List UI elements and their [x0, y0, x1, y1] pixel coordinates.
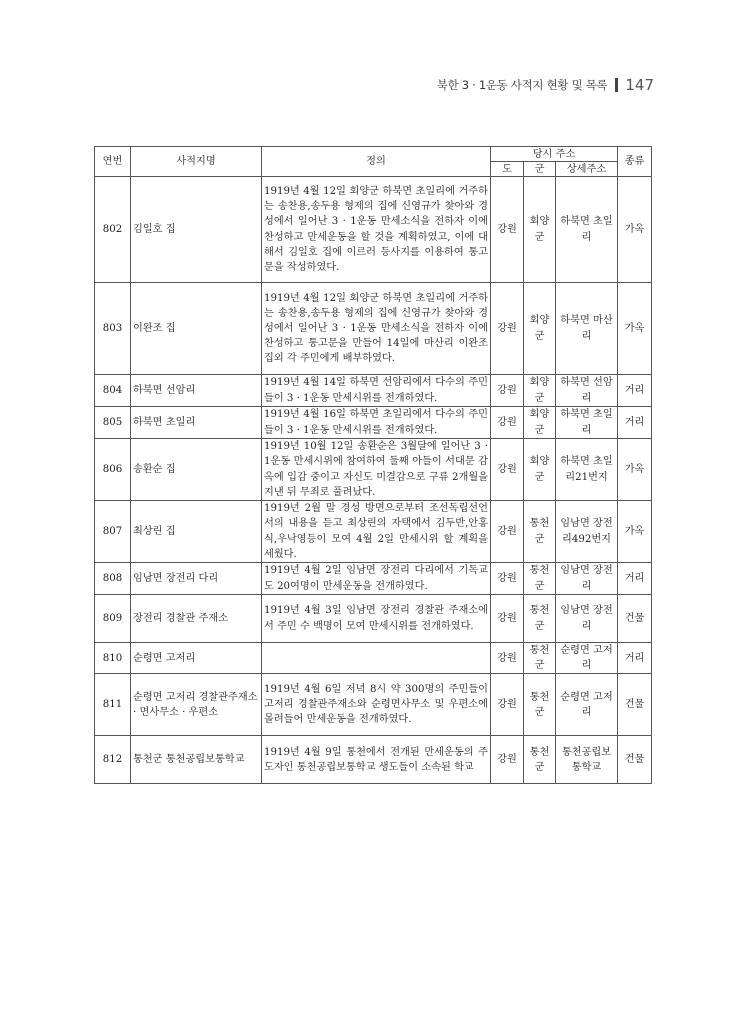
cell-definition: 1919년 4월 12일 회양군 하북면 초일리에 거주하는 송찬용,송두용 형제의 집에 신영규가 찾아와 경성에서 일어난 3 · 1운동 만세소식을 전하자 이에 찬성하고 만세운동을 할 것을 계획하였고, 이에 대해서 김일호 집에 이르러 등사지를 이용하여 통고문을 작성하였다. — [262, 177, 491, 283]
cell-county: 통천군 — [524, 643, 556, 674]
page-number: 147 — [625, 76, 654, 94]
cell-name: 하북면 선암리 — [131, 375, 262, 407]
cell-county: 통천군 — [524, 674, 556, 736]
cell-definition — [262, 643, 491, 674]
cell-num: 812 — [95, 736, 131, 784]
cell-detail: 순령면 고저리 — [556, 674, 618, 736]
col-header-county: 군 — [524, 162, 556, 177]
cell-county: 통천군 — [524, 501, 556, 563]
table-row — [95, 501, 652, 563]
running-head-divider — [615, 78, 618, 92]
running-head — [437, 76, 654, 94]
table-row — [95, 283, 652, 375]
table-row — [95, 439, 652, 501]
table-body — [95, 177, 652, 784]
cell-name: 순령면 고저리 경찰관주재소 · 면사무소 · 우편소 — [131, 674, 262, 736]
cell-num: 811 — [95, 674, 131, 736]
cell-definition: 1919년 4월 6일 저녁 8시 약 300명의 주민들이 고저리 경찰관주재소와 순령면사무소 및 우편소에 몰려들어 만세운동을 전개하였다. — [262, 674, 491, 736]
cell-type: 가옥 — [618, 501, 652, 563]
cell-type: 거리 — [618, 563, 652, 595]
cell-province: 강원 — [491, 177, 524, 283]
cell-num: 810 — [95, 643, 131, 674]
cell-definition: 1919년 2월 말 경성 방면으로부터 조선독립선언서의 내용을 듣고 최상린의 자택에서 김두반,안홍식,우낙영등이 모여 4월 2일 만세시위 할 계획을 세웠다. — [262, 501, 491, 563]
table-row — [95, 563, 652, 595]
col-header-name: 사적지명 — [131, 147, 262, 177]
cell-name: 장전리 경찰관 주재소 — [131, 595, 262, 643]
cell-detail: 순령면 고저리 — [556, 643, 618, 674]
col-header-address-group: 당시 주소 — [491, 147, 618, 162]
cell-name: 김일호 집 — [131, 177, 262, 283]
cell-province: 강원 — [491, 674, 524, 736]
col-header-detail: 상세주소 — [556, 162, 618, 177]
cell-detail: 하북면 초일리 — [556, 407, 618, 439]
cell-province: 강원 — [491, 595, 524, 643]
cell-county: 회양군 — [524, 407, 556, 439]
cell-county: 통천군 — [524, 595, 556, 643]
col-header-num: 연번 — [95, 147, 131, 177]
cell-type: 거리 — [618, 407, 652, 439]
historic-sites-table — [94, 146, 652, 784]
cell-num: 804 — [95, 375, 131, 407]
cell-province: 강원 — [491, 283, 524, 375]
table-row — [95, 674, 652, 736]
cell-name: 하북면 초일리 — [131, 407, 262, 439]
cell-num: 802 — [95, 177, 131, 283]
table-row — [95, 643, 652, 674]
table-row — [95, 375, 652, 407]
cell-name: 임남면 장전리 다리 — [131, 563, 262, 595]
cell-detail: 임남면 장전리492번지 — [556, 501, 618, 563]
cell-type: 거리 — [618, 643, 652, 674]
col-header-definition: 정의 — [262, 147, 491, 177]
col-header-type: 종류 — [618, 147, 652, 177]
cell-num: 807 — [95, 501, 131, 563]
cell-county: 통천군 — [524, 736, 556, 784]
cell-province: 강원 — [491, 643, 524, 674]
cell-county: 회양군 — [524, 283, 556, 375]
cell-definition: 1919년 4월 3일 임남면 장전리 경찰관 주재소에서 주민 수 백명이 모여 만세시위를 전개하였다. — [262, 595, 491, 643]
col-header-province: 도 — [491, 162, 524, 177]
cell-type: 가옥 — [618, 177, 652, 283]
cell-type: 건물 — [618, 674, 652, 736]
table-row — [95, 595, 652, 643]
cell-detail: 하북면 마산리 — [556, 283, 618, 375]
cell-county: 회양군 — [524, 177, 556, 283]
cell-province: 강원 — [491, 407, 524, 439]
cell-definition: 1919년 10월 12일 송환순은 3월달에 일어난 3 · 1운동 만세시위에 참여하여 둘째 아들이 서대문 감옥에 입감 중이고 자신도 미결감으로 구류 2개월을 지낸 뒤 무죄로 풀려났다. — [262, 439, 491, 501]
cell-type: 거리 — [618, 375, 652, 407]
cell-county: 회양군 — [524, 439, 556, 501]
cell-name: 송환순 집 — [131, 439, 262, 501]
cell-num: 806 — [95, 439, 131, 501]
cell-num: 803 — [95, 283, 131, 375]
cell-num: 805 — [95, 407, 131, 439]
cell-province: 강원 — [491, 736, 524, 784]
cell-type: 가옥 — [618, 439, 652, 501]
cell-detail: 하북면 선암리 — [556, 375, 618, 407]
table-row — [95, 407, 652, 439]
cell-province: 강원 — [491, 439, 524, 501]
cell-province: 강원 — [491, 563, 524, 595]
cell-num: 809 — [95, 595, 131, 643]
cell-definition: 1919년 4월 9일 통천에서 전개된 만세운동의 주도자인 통천공립보통학교 생도들이 소속된 학교 — [262, 736, 491, 784]
cell-num: 808 — [95, 563, 131, 595]
cell-definition: 1919년 4월 12일 회양군 하북면 초일리에 거주하는 송찬용,송두용 형제의 집에 신영규가 찾아와 경성에서 일어난 3 · 1운동 만세소식을 전하자 이에 찬성하고 통고문을 만들어 14일에 마산리 이완조 집외 각 주민에게 배부하였다. — [262, 283, 491, 375]
cell-type: 건물 — [618, 736, 652, 784]
cell-detail: 통천공립보통학교 — [556, 736, 618, 784]
cell-county: 회양군 — [524, 375, 556, 407]
cell-county: 통천군 — [524, 563, 556, 595]
cell-type: 가옥 — [618, 283, 652, 375]
cell-detail: 임남면 장전리 — [556, 595, 618, 643]
cell-type: 건물 — [618, 595, 652, 643]
cell-name: 순령면 고저리 — [131, 643, 262, 674]
table-header — [95, 147, 652, 177]
cell-detail: 하북면 초일리 — [556, 177, 618, 283]
cell-province: 강원 — [491, 375, 524, 407]
cell-name: 이완조 집 — [131, 283, 262, 375]
cell-name: 최상린 집 — [131, 501, 262, 563]
table-row — [95, 736, 652, 784]
cell-name: 통천군 통천공립보통학교 — [131, 736, 262, 784]
cell-definition: 1919년 4월 16일 하북면 초일리에서 다수의 주민들이 3 · 1운동 만세시위를 전개하였다. — [262, 407, 491, 439]
cell-detail: 임남면 장전리 — [556, 563, 618, 595]
cell-detail: 하북면 초일리21번지 — [556, 439, 618, 501]
cell-definition: 1919년 4월 14일 하북면 선암리에서 다수의 주민들이 3 · 1운동 만세시위를 전개하였다. — [262, 375, 491, 407]
cell-definition: 1919년 4월 2일 임남면 장전리 다리에서 기독교도 20여명이 만세운동을 전개하였다. — [262, 563, 491, 595]
cell-province: 강원 — [491, 501, 524, 563]
table-row — [95, 177, 652, 283]
running-head-title: 북한 3 · 1운동 사적지 현황 및 목록 — [436, 78, 608, 92]
